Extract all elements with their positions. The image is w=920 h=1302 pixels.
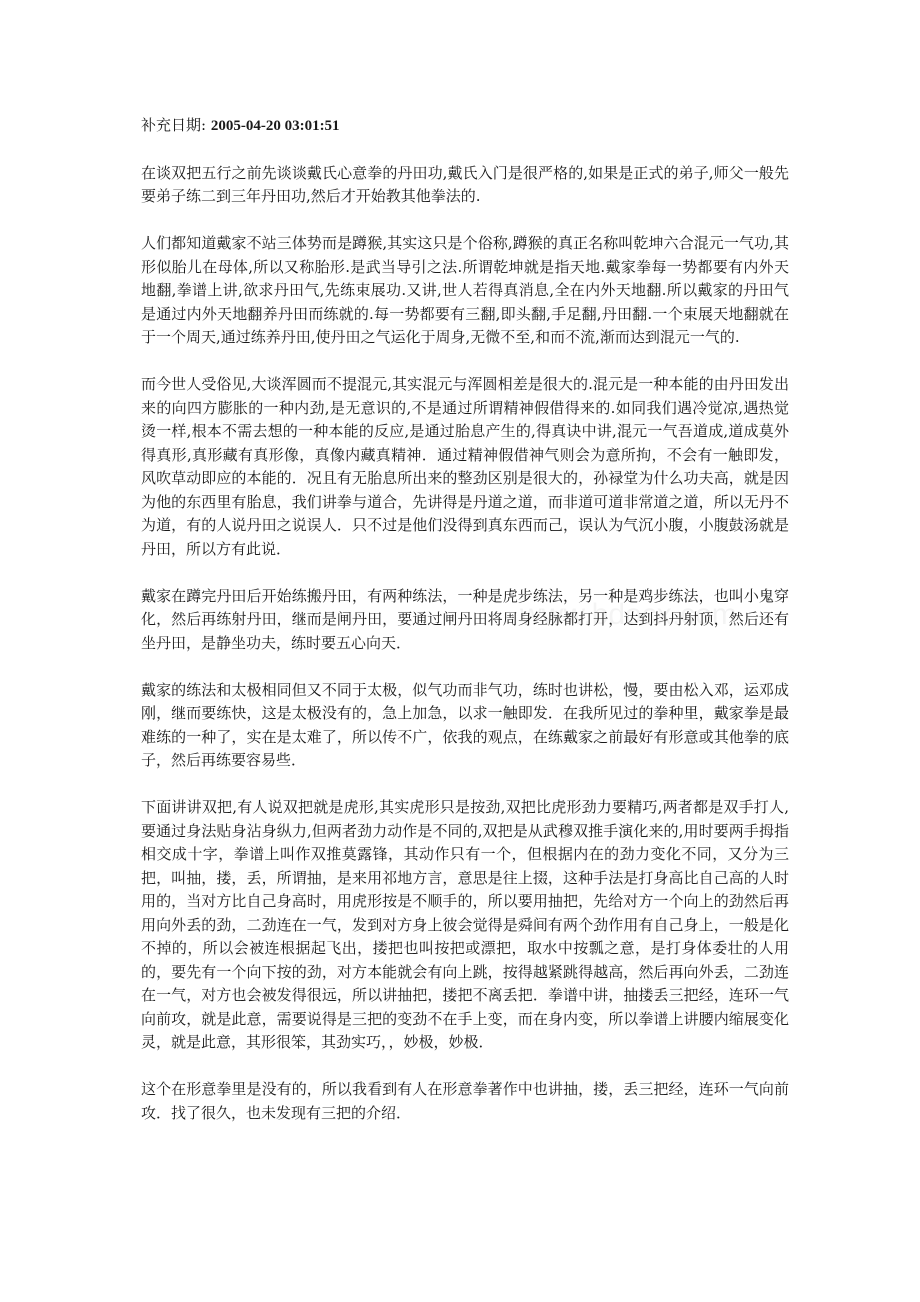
paragraph-dantian-methods: 戴家在蹲完丹田后开始练搬丹田，有两种练法，一种是虎步练法，另一种是鸡步练法，也叫小鬼穿化，然后再练射丹田，继而是闸丹田，要通过闸丹田将周身经脉都打开，达到抖丹射顶，然后还有坐丹田，是静坐功夫，练时要五心向天． xyxy=(141,586,789,652)
date-label: 补充日期: xyxy=(141,116,211,134)
paragraph-hunyuan: 而今世人受俗见,大谈浑圆而不提混元,其实混元与浑圆相差是很大的.混元是一种本能的由丹田发出来的向四方膨胀的一种内劲,是无意识的,不是通过所谓精神假借得来的.如同我们遇冷觉凉,遇热觉烫一样,根本不需去想的一种本能的反应,是通过胎息产生的,得真诀中讲,混元一气吾道成,道成莫外得真形,真形藏有真形像，真像内藏真精神．通过精神假借神气则会为意所拘，不会有一触即发，风吹草动即应的本能的．况且有无胎息所出来的整劲区别是很大的，孙禄堂为什么功夫高，就是因为他的东西里有胎息，我们讲拳与道合，先讲得是丹道之道，而非道可道非常道之道，所以无丹不为道，有的人说丹田之说误人．只不过是他们没得到真东西而己，误认为气沉小腹，小腹鼓汤就是丹田，所以方有此说． xyxy=(141,375,789,558)
paragraph-taiji-comparison: 戴家的练法和太极相同但又不同于太极，似气功而非气功，练时也讲松，慢，要由松入邓，运邓成刚，继而要练快，这是太极没有的，急上加急，以求一触即发．在我所见过的拳种里，戴家拳是最难练的一种了，实在是太难了，所以传不广，依我的观点，在练戴家之前最好有形意或其他拳的底子，然后再练要容易些． xyxy=(141,680,789,769)
paragraph-intro: 在谈双把五行之前先谈谈戴氏心意拳的丹田功,戴氏入门是很严格的,如果是正式的弟子,师父一般先要弟子练二到三年丹田功,然后才开始教其他拳法的. xyxy=(141,163,789,205)
supplement-date-line xyxy=(141,114,789,139)
article-body xyxy=(141,114,789,1149)
paragraph-dunhou: 人们都知道戴家不站三体势而是蹲猴,其实这只是个俗称,蹲猴的真正名称叫乾坤六合混元一气功,其形似胎儿在母体,所以又称胎形.是武当导引之法.所谓乾坤就是指天地.戴家拳每一势都要有内外天地翻,拳谱上讲,欲求丹田气,先练束展功.又讲,世人若得真消息,全在内外天地翻.所以戴家的丹田气是通过内外天地翻养丹田而练就的.每一势都要有三翻,即头翻,手足翻,丹田翻.一个束展天地翻就在于一个周天,通过练养丹田,使丹田之气运化于周身,无微不至,和而不流,渐而达到混元一气的. xyxy=(141,234,789,346)
date-value: 2005-04-20 03:01:51 xyxy=(210,118,340,134)
paragraph-xingyi-note: 这个在形意拳里是没有的，所以我看到有人在形意拳著作中也讲抽，搂，丢三把经，连环一气向前攻．找了很久，也未发现有三把的介绍． xyxy=(141,1080,789,1122)
paragraph-shuangba: 下面讲讲双把,有人说双把就是虎形,其实虎形只是按劲,双把比虎形劲力要精巧,两者都是双手打人,要通过身法贴身沾身纵力,但两者劲力动作是不同的,双把是从武穆双推手演化来的,用时要两手拇指相交成十字，拳谱上叫作双推莫露锋，其动作只有一个，但根据内在的劲力变化不同，又分为三把，叫抽，搂，丢，所谓抽，是来用祁地方言，意思是往上掇，这种手法是打身高比自己高的人时用的，当对方比自己身高时，用虎形按是不顺手的，所以要用抽把，先给对方一个向上的劲然后再用向外丢的劲，二劲连在一气，发到对方身上彼会觉得是舜间有两个劲作用有自己身上，一般是化不掉的，所以会被连根据起飞出，搂把也叫按把或漂把，取水中按瓢之意，是打身体委壮的人用的，要先有一个向下按的劲，对方本能就会有向上跳，按得越紧跳得越高，然后再向外丢，二劲连在一气，对方也会被发得很远，所以讲抽把，搂把不离丢把．拳谱中讲，抽搂丢三把经，连环一气向前攻，就是此意，需要说得是三把的变劲不在手上变，而在身内变，所以拳谱上讲腰内缩展变化灵，就是此意，其形很笨，其劲实巧，，妙极，妙极． xyxy=(141,798,789,1051)
